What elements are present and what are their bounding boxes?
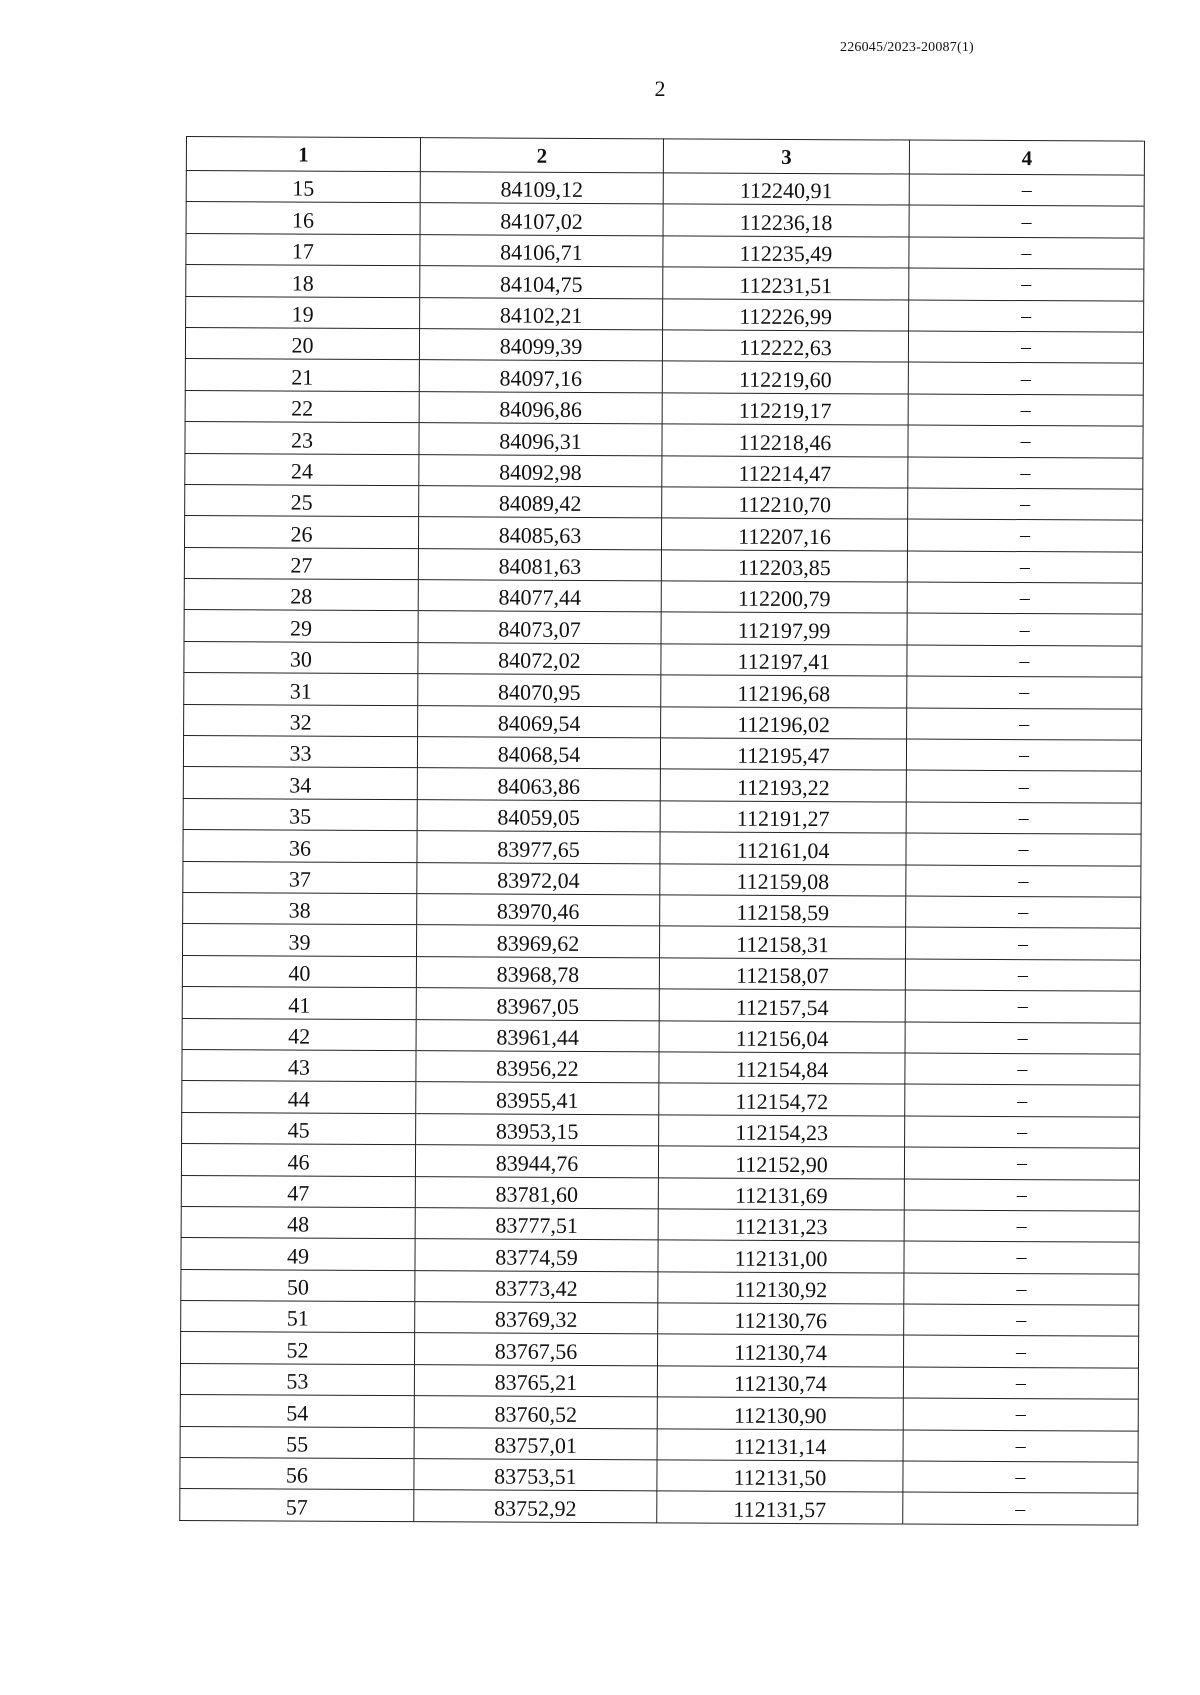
- table-row: [180, 1363, 1138, 1399]
- point-number-cell: 44: [182, 1081, 416, 1114]
- x-coordinate-cell: 84109,12: [420, 172, 663, 205]
- x-coordinate-cell: 83769,32: [415, 1302, 658, 1335]
- note-cell: –: [908, 488, 1143, 521]
- note-cell: –: [905, 1053, 1140, 1086]
- table-row: [184, 579, 1142, 615]
- y-coordinate-cell: 112154,84: [659, 1052, 905, 1085]
- point-number-cell: 30: [184, 641, 418, 674]
- y-coordinate-cell: 112159,08: [660, 863, 906, 896]
- x-coordinate-cell: 84092,98: [419, 454, 662, 487]
- table-row: [185, 484, 1143, 520]
- y-coordinate-cell: 112154,72: [659, 1083, 905, 1116]
- point-number-cell: 33: [183, 736, 417, 769]
- y-coordinate-cell: 112219,60: [662, 361, 908, 394]
- point-number-cell: 35: [183, 798, 417, 831]
- y-coordinate-cell: 112130,74: [657, 1366, 903, 1399]
- y-coordinate-cell: 112158,31: [659, 926, 905, 959]
- table-row: [184, 641, 1142, 677]
- note-cell: –: [909, 174, 1144, 207]
- table-row: [185, 359, 1143, 395]
- column-header: 2: [420, 138, 663, 173]
- table-row: [183, 830, 1141, 866]
- x-coordinate-cell: 83777,51: [415, 1208, 658, 1241]
- y-coordinate-cell: 112131,14: [657, 1428, 903, 1461]
- note-cell: –: [906, 770, 1141, 803]
- note-cell: –: [908, 394, 1143, 427]
- point-number-cell: 51: [181, 1301, 415, 1334]
- point-number-cell: 27: [184, 547, 418, 580]
- point-number-cell: 47: [181, 1175, 415, 1208]
- y-coordinate-cell: 112131,23: [658, 1209, 904, 1242]
- x-coordinate-cell: 84102,21: [420, 297, 663, 330]
- y-coordinate-cell: 112156,04: [659, 1020, 905, 1053]
- column-header: 4: [909, 140, 1144, 175]
- table-row: [182, 955, 1140, 991]
- table-row: [185, 327, 1143, 363]
- column-header: 1: [186, 137, 420, 172]
- note-cell: –: [908, 425, 1143, 458]
- point-number-cell: 24: [185, 453, 419, 486]
- table-row: [184, 516, 1142, 552]
- point-number-cell: 52: [181, 1332, 415, 1365]
- note-cell: –: [904, 1241, 1139, 1274]
- x-coordinate-cell: 84096,31: [419, 423, 662, 456]
- table-row: [181, 1301, 1139, 1337]
- point-number-cell: 57: [180, 1489, 414, 1522]
- note-cell: –: [906, 802, 1141, 835]
- table-row: [181, 1144, 1139, 1180]
- table-row: [181, 1238, 1139, 1274]
- note-cell: –: [909, 237, 1144, 270]
- x-coordinate-cell: 83767,56: [414, 1333, 657, 1366]
- x-coordinate-cell: 84059,05: [417, 799, 660, 832]
- y-coordinate-cell: 112207,16: [661, 518, 907, 551]
- y-coordinate-cell: 112197,99: [661, 612, 907, 645]
- note-cell: –: [906, 896, 1141, 929]
- table-row: [184, 610, 1142, 646]
- x-coordinate-cell: 83967,05: [416, 988, 659, 1021]
- document-id: 226045/2023-20087(1): [840, 40, 974, 55]
- point-number-cell: 37: [183, 861, 417, 894]
- note-cell: –: [906, 865, 1141, 898]
- note-cell: –: [907, 676, 1142, 709]
- point-number-cell: 41: [182, 987, 416, 1020]
- coordinates-table: [179, 136, 1145, 1525]
- note-cell: –: [905, 959, 1140, 992]
- note-cell: –: [904, 1273, 1139, 1306]
- y-coordinate-cell: 112236,18: [663, 204, 909, 237]
- y-coordinate-cell: 112157,54: [659, 989, 905, 1022]
- point-number-cell: 36: [183, 830, 417, 863]
- table-row: [180, 1489, 1138, 1525]
- y-coordinate-cell: 112195,47: [660, 738, 906, 771]
- note-cell: –: [904, 1147, 1139, 1180]
- y-coordinate-cell: 112196,68: [661, 675, 907, 708]
- x-coordinate-cell: 83955,41: [416, 1082, 659, 1115]
- x-coordinate-cell: 84085,63: [418, 517, 661, 550]
- x-coordinate-cell: 84096,86: [419, 391, 662, 424]
- note-cell: –: [907, 551, 1142, 584]
- x-coordinate-cell: 84063,86: [417, 768, 660, 801]
- x-coordinate-cell: 83774,59: [415, 1239, 658, 1272]
- table-row: [185, 390, 1143, 426]
- note-cell: –: [909, 300, 1144, 333]
- point-number-cell: 17: [186, 233, 420, 266]
- x-coordinate-cell: 83953,15: [416, 1113, 659, 1146]
- point-number-cell: 29: [184, 610, 418, 643]
- y-coordinate-cell: 112200,79: [661, 581, 907, 614]
- note-cell: –: [903, 1430, 1138, 1463]
- x-coordinate-cell: 83757,01: [414, 1427, 657, 1460]
- note-cell: –: [905, 1116, 1140, 1149]
- x-coordinate-cell: 84072,02: [418, 642, 661, 675]
- x-coordinate-cell: 83773,42: [415, 1270, 658, 1303]
- note-cell: –: [907, 645, 1142, 678]
- y-coordinate-cell: 112231,51: [663, 267, 909, 300]
- x-coordinate-cell: 83944,76: [415, 1145, 658, 1178]
- point-number-cell: 23: [185, 422, 419, 455]
- x-coordinate-cell: 83956,22: [416, 1051, 659, 1084]
- note-cell: –: [903, 1461, 1138, 1494]
- x-coordinate-cell: 84099,39: [419, 329, 662, 362]
- note-cell: –: [905, 1022, 1140, 1055]
- point-number-cell: 25: [185, 484, 419, 517]
- table-row: [184, 547, 1142, 583]
- point-number-cell: 54: [180, 1395, 414, 1428]
- point-number-cell: 28: [184, 579, 418, 612]
- x-coordinate-cell: 84106,71: [420, 234, 663, 267]
- note-cell: –: [903, 1492, 1138, 1525]
- table-row: [186, 265, 1144, 301]
- note-cell: –: [905, 927, 1140, 960]
- y-coordinate-cell: 112222,63: [662, 330, 908, 363]
- x-coordinate-cell: 83968,78: [416, 956, 659, 989]
- x-coordinate-cell: 84073,07: [418, 611, 661, 644]
- table-row: [183, 892, 1141, 928]
- x-coordinate-cell: 84097,16: [419, 360, 662, 393]
- note-cell: –: [903, 1367, 1138, 1400]
- table-row: [183, 798, 1141, 834]
- table-row: [184, 704, 1142, 740]
- note-cell: –: [909, 268, 1144, 301]
- y-coordinate-cell: 112240,91: [663, 173, 909, 206]
- y-coordinate-cell: 112218,46: [662, 424, 908, 457]
- point-number-cell: 53: [180, 1363, 414, 1396]
- table-row: [182, 987, 1140, 1023]
- table-row: [180, 1458, 1138, 1494]
- table-row: [182, 1081, 1140, 1117]
- x-coordinate-cell: 83760,52: [414, 1396, 657, 1429]
- point-number-cell: 18: [186, 265, 420, 298]
- table-row: [180, 1426, 1138, 1462]
- x-coordinate-cell: 84104,75: [420, 266, 663, 299]
- x-coordinate-cell: 83977,65: [417, 831, 660, 864]
- y-coordinate-cell: 112203,85: [661, 550, 907, 583]
- point-number-cell: 19: [186, 296, 420, 329]
- x-coordinate-cell: 84069,54: [418, 705, 661, 738]
- y-coordinate-cell: 112130,92: [658, 1271, 904, 1304]
- table-row: [186, 296, 1144, 332]
- x-coordinate-cell: 83970,46: [417, 894, 660, 927]
- table-row: [181, 1332, 1139, 1368]
- note-cell: –: [906, 833, 1141, 866]
- table-row: [182, 1112, 1140, 1148]
- y-coordinate-cell: 112197,41: [661, 644, 907, 677]
- x-coordinate-cell: 83781,60: [415, 1176, 658, 1209]
- note-cell: –: [905, 990, 1140, 1023]
- y-coordinate-cell: 112130,90: [657, 1397, 903, 1430]
- y-coordinate-cell: 112158,59: [660, 895, 906, 928]
- point-number-cell: 16: [186, 202, 420, 235]
- x-coordinate-cell: 83969,62: [416, 925, 659, 958]
- note-cell: –: [907, 582, 1142, 615]
- x-coordinate-cell: 84107,02: [420, 203, 663, 236]
- note-cell: –: [907, 519, 1142, 552]
- x-coordinate-cell: 83753,51: [414, 1459, 657, 1492]
- table-row: [182, 1049, 1140, 1085]
- x-coordinate-cell: 84077,44: [418, 580, 661, 613]
- y-coordinate-cell: 112219,17: [662, 393, 908, 426]
- x-coordinate-cell: 84068,54: [417, 737, 660, 770]
- note-cell: –: [907, 613, 1142, 646]
- point-number-cell: 38: [183, 892, 417, 925]
- table-row: [181, 1269, 1139, 1305]
- point-number-cell: 22: [185, 390, 419, 423]
- point-number-cell: 42: [182, 1018, 416, 1051]
- x-coordinate-cell: 83972,04: [417, 862, 660, 895]
- y-coordinate-cell: 112130,74: [657, 1334, 903, 1367]
- y-coordinate-cell: 112131,50: [657, 1460, 903, 1493]
- x-coordinate-cell: 84089,42: [419, 486, 662, 519]
- y-coordinate-cell: 112196,02: [661, 706, 907, 739]
- table-header: [186, 137, 1144, 176]
- point-number-cell: 39: [182, 924, 416, 957]
- note-cell: –: [908, 362, 1143, 395]
- y-coordinate-cell: 112210,70: [662, 487, 908, 520]
- y-coordinate-cell: 112191,27: [660, 801, 906, 834]
- point-number-cell: 49: [181, 1238, 415, 1271]
- y-coordinate-cell: 112130,76: [658, 1303, 904, 1336]
- note-cell: –: [904, 1210, 1139, 1243]
- point-number-cell: 26: [184, 516, 418, 549]
- y-coordinate-cell: 112131,57: [657, 1491, 903, 1524]
- point-number-cell: 40: [182, 955, 416, 988]
- y-coordinate-cell: 112152,90: [658, 1146, 904, 1179]
- note-cell: –: [907, 708, 1142, 741]
- note-cell: –: [906, 739, 1141, 772]
- y-coordinate-cell: 112161,04: [660, 832, 906, 865]
- point-number-cell: 34: [183, 767, 417, 800]
- y-coordinate-cell: 112154,23: [659, 1115, 905, 1148]
- note-cell: –: [909, 205, 1144, 238]
- table-row: [181, 1206, 1139, 1242]
- table-row: [184, 673, 1142, 709]
- y-coordinate-cell: 112235,49: [663, 236, 909, 269]
- table-row: [186, 233, 1144, 269]
- y-coordinate-cell: 112158,07: [659, 958, 905, 991]
- y-coordinate-cell: 112131,00: [658, 1240, 904, 1273]
- x-coordinate-cell: 84070,95: [418, 674, 661, 707]
- point-number-cell: 21: [185, 359, 419, 392]
- point-number-cell: 46: [181, 1144, 415, 1177]
- note-cell: –: [903, 1335, 1138, 1368]
- note-cell: –: [904, 1304, 1139, 1337]
- y-coordinate-cell: 112214,47: [662, 455, 908, 488]
- point-number-cell: 56: [180, 1458, 414, 1491]
- table-row: [181, 1175, 1139, 1211]
- point-number-cell: 43: [182, 1049, 416, 1082]
- point-number-cell: 32: [184, 704, 418, 737]
- y-coordinate-cell: 112131,69: [658, 1177, 904, 1210]
- point-number-cell: 31: [184, 673, 418, 706]
- point-number-cell: 55: [180, 1426, 414, 1459]
- table-body: [180, 171, 1145, 1525]
- table-row: [186, 171, 1144, 207]
- column-header: 3: [663, 139, 909, 174]
- table-row: [183, 767, 1141, 803]
- point-number-cell: 15: [186, 171, 420, 204]
- y-coordinate-cell: 112193,22: [660, 769, 906, 802]
- table-row: [185, 422, 1143, 458]
- table-row: [183, 736, 1141, 772]
- table-row: [180, 1395, 1138, 1431]
- note-cell: –: [908, 457, 1143, 490]
- point-number-cell: 48: [181, 1206, 415, 1239]
- note-cell: –: [904, 1179, 1139, 1212]
- note-cell: –: [905, 1084, 1140, 1117]
- table-row: [186, 202, 1144, 238]
- x-coordinate-cell: 84081,63: [418, 548, 661, 581]
- table-row: [182, 1018, 1140, 1054]
- x-coordinate-cell: 83765,21: [414, 1364, 657, 1397]
- point-number-cell: 50: [181, 1269, 415, 1302]
- x-coordinate-cell: 83752,92: [414, 1490, 657, 1523]
- note-cell: –: [908, 331, 1143, 364]
- table-row: [182, 924, 1140, 960]
- point-number-cell: 45: [182, 1112, 416, 1145]
- table-row: [183, 861, 1141, 897]
- page-number: 2: [654, 76, 666, 101]
- table-row: [185, 453, 1143, 489]
- point-number-cell: 20: [185, 327, 419, 360]
- note-cell: –: [903, 1398, 1138, 1431]
- header-row: [186, 137, 1144, 176]
- x-coordinate-cell: 83961,44: [416, 1019, 659, 1052]
- y-coordinate-cell: 112226,99: [663, 298, 909, 331]
